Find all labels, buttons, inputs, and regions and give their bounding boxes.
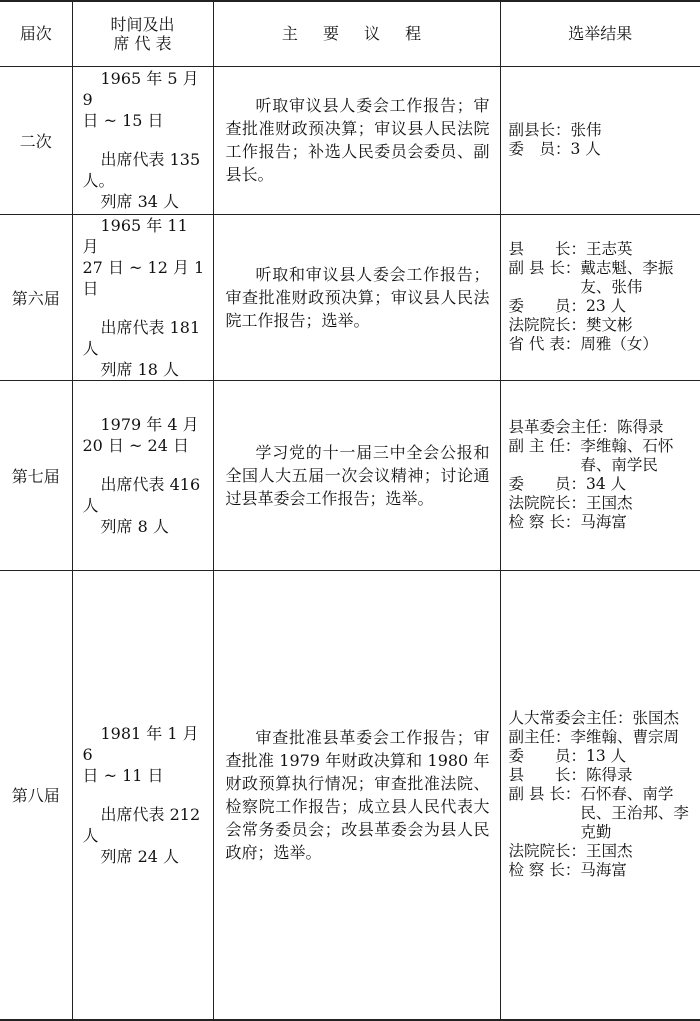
agenda-cell: 听取审议县人委会工作报告；审查批准财政预决算；审议县人民法院工作报告；补选人民委员会委员、副县长。 [213,66,500,214]
term-cell: 第六届 [0,214,72,380]
header-time: 时间及出 席 代 表 [72,1,213,66]
result-line: 副 主 任： 李维翰、石怀春、南学民 [508,437,674,474]
result-line: 副 县 长： 戴志魁、李振友、张伟 [508,259,674,296]
result-cell [500,570,700,1020]
result-line: 法院院长： 王国杰 [508,494,633,512]
header-term: 届次 [0,1,72,66]
result-cell [500,380,700,570]
table-row [0,214,700,380]
table-row [0,380,700,570]
result-line: 副主任： 李维翰、曹宗周 [508,728,680,747]
time-cell: 1965 年 5 月 9 日 ~ 15 日 出席代表 135 人。 列席 34 人 [72,66,213,214]
agenda-cell: 学习党的十一届三中全会公报和全国人大五届一次会议精神；讨论通过县革委会工作报告；选举。 [213,380,500,570]
result-line: 县 长： 王志英 [508,240,633,258]
result-line: 副县长： 张伟 [508,121,602,139]
result-line: 委 员： 3 人 [508,140,601,158]
result-line: 法院院长： 樊文彬 [508,316,633,334]
header-result: 选举结果 [500,1,700,66]
result-line: 委 员： 34 人 [508,475,627,493]
term-cell: 二次 [0,66,72,214]
result-line: 检 察 长： 马海富 [508,861,627,880]
table-row [0,66,700,214]
result-line: 县 长： 陈得录 [508,766,633,785]
result-line: 省 代 表： 周雅（女） [508,335,658,353]
result-line: 检 察 长： 马海富 [508,513,627,531]
result-line: 副 县 长： 石怀春、南学民、王治邦、李克勤 [508,785,689,842]
result-cell [500,214,700,380]
table-header-row [0,1,700,66]
result-line: 委 员： 13 人 [508,747,627,766]
agenda-cell: 审查批准县革委会工作报告；审查批准 1979 年财政决算和 1980 年财政预算执行情况；审查批准法院、检察院工作报告；成立县人民代表大会常务委员会；改县革委会为县人民政府；选举。 [213,570,500,1020]
term-cell: 第七届 [0,380,72,570]
header-agenda: 主 要 议 程 [213,1,500,66]
time-cell: 1979 年 4 月 20 日 ~ 24 日 出席代表 416 人 列席 8 人 [72,380,213,570]
table-row [0,570,700,1020]
result-line: 法院院长： 王国杰 [508,842,633,861]
result-line: 委 员： 23 人 [508,297,627,315]
time-cell: 1965 年 11 月 27 日 ~ 12 月 1 日 出席代表 181 人 列席 18 人 [72,214,213,380]
term-cell: 第八届 [0,570,72,1020]
result-line: 县革委会主任： 陈得录 [508,418,664,436]
time-cell: 1981 年 1 月 6 日 ~ 11 日 出席代表 212 人 列席 24 人 [72,570,213,1020]
agenda-cell: 听取和审议县人委会工作报告；审查批准财政预决算；审议县人民法院工作报告；选举。 [213,214,500,380]
result-cell [500,66,700,214]
result-line: 人大常委会主任： 张国杰 [508,709,680,728]
